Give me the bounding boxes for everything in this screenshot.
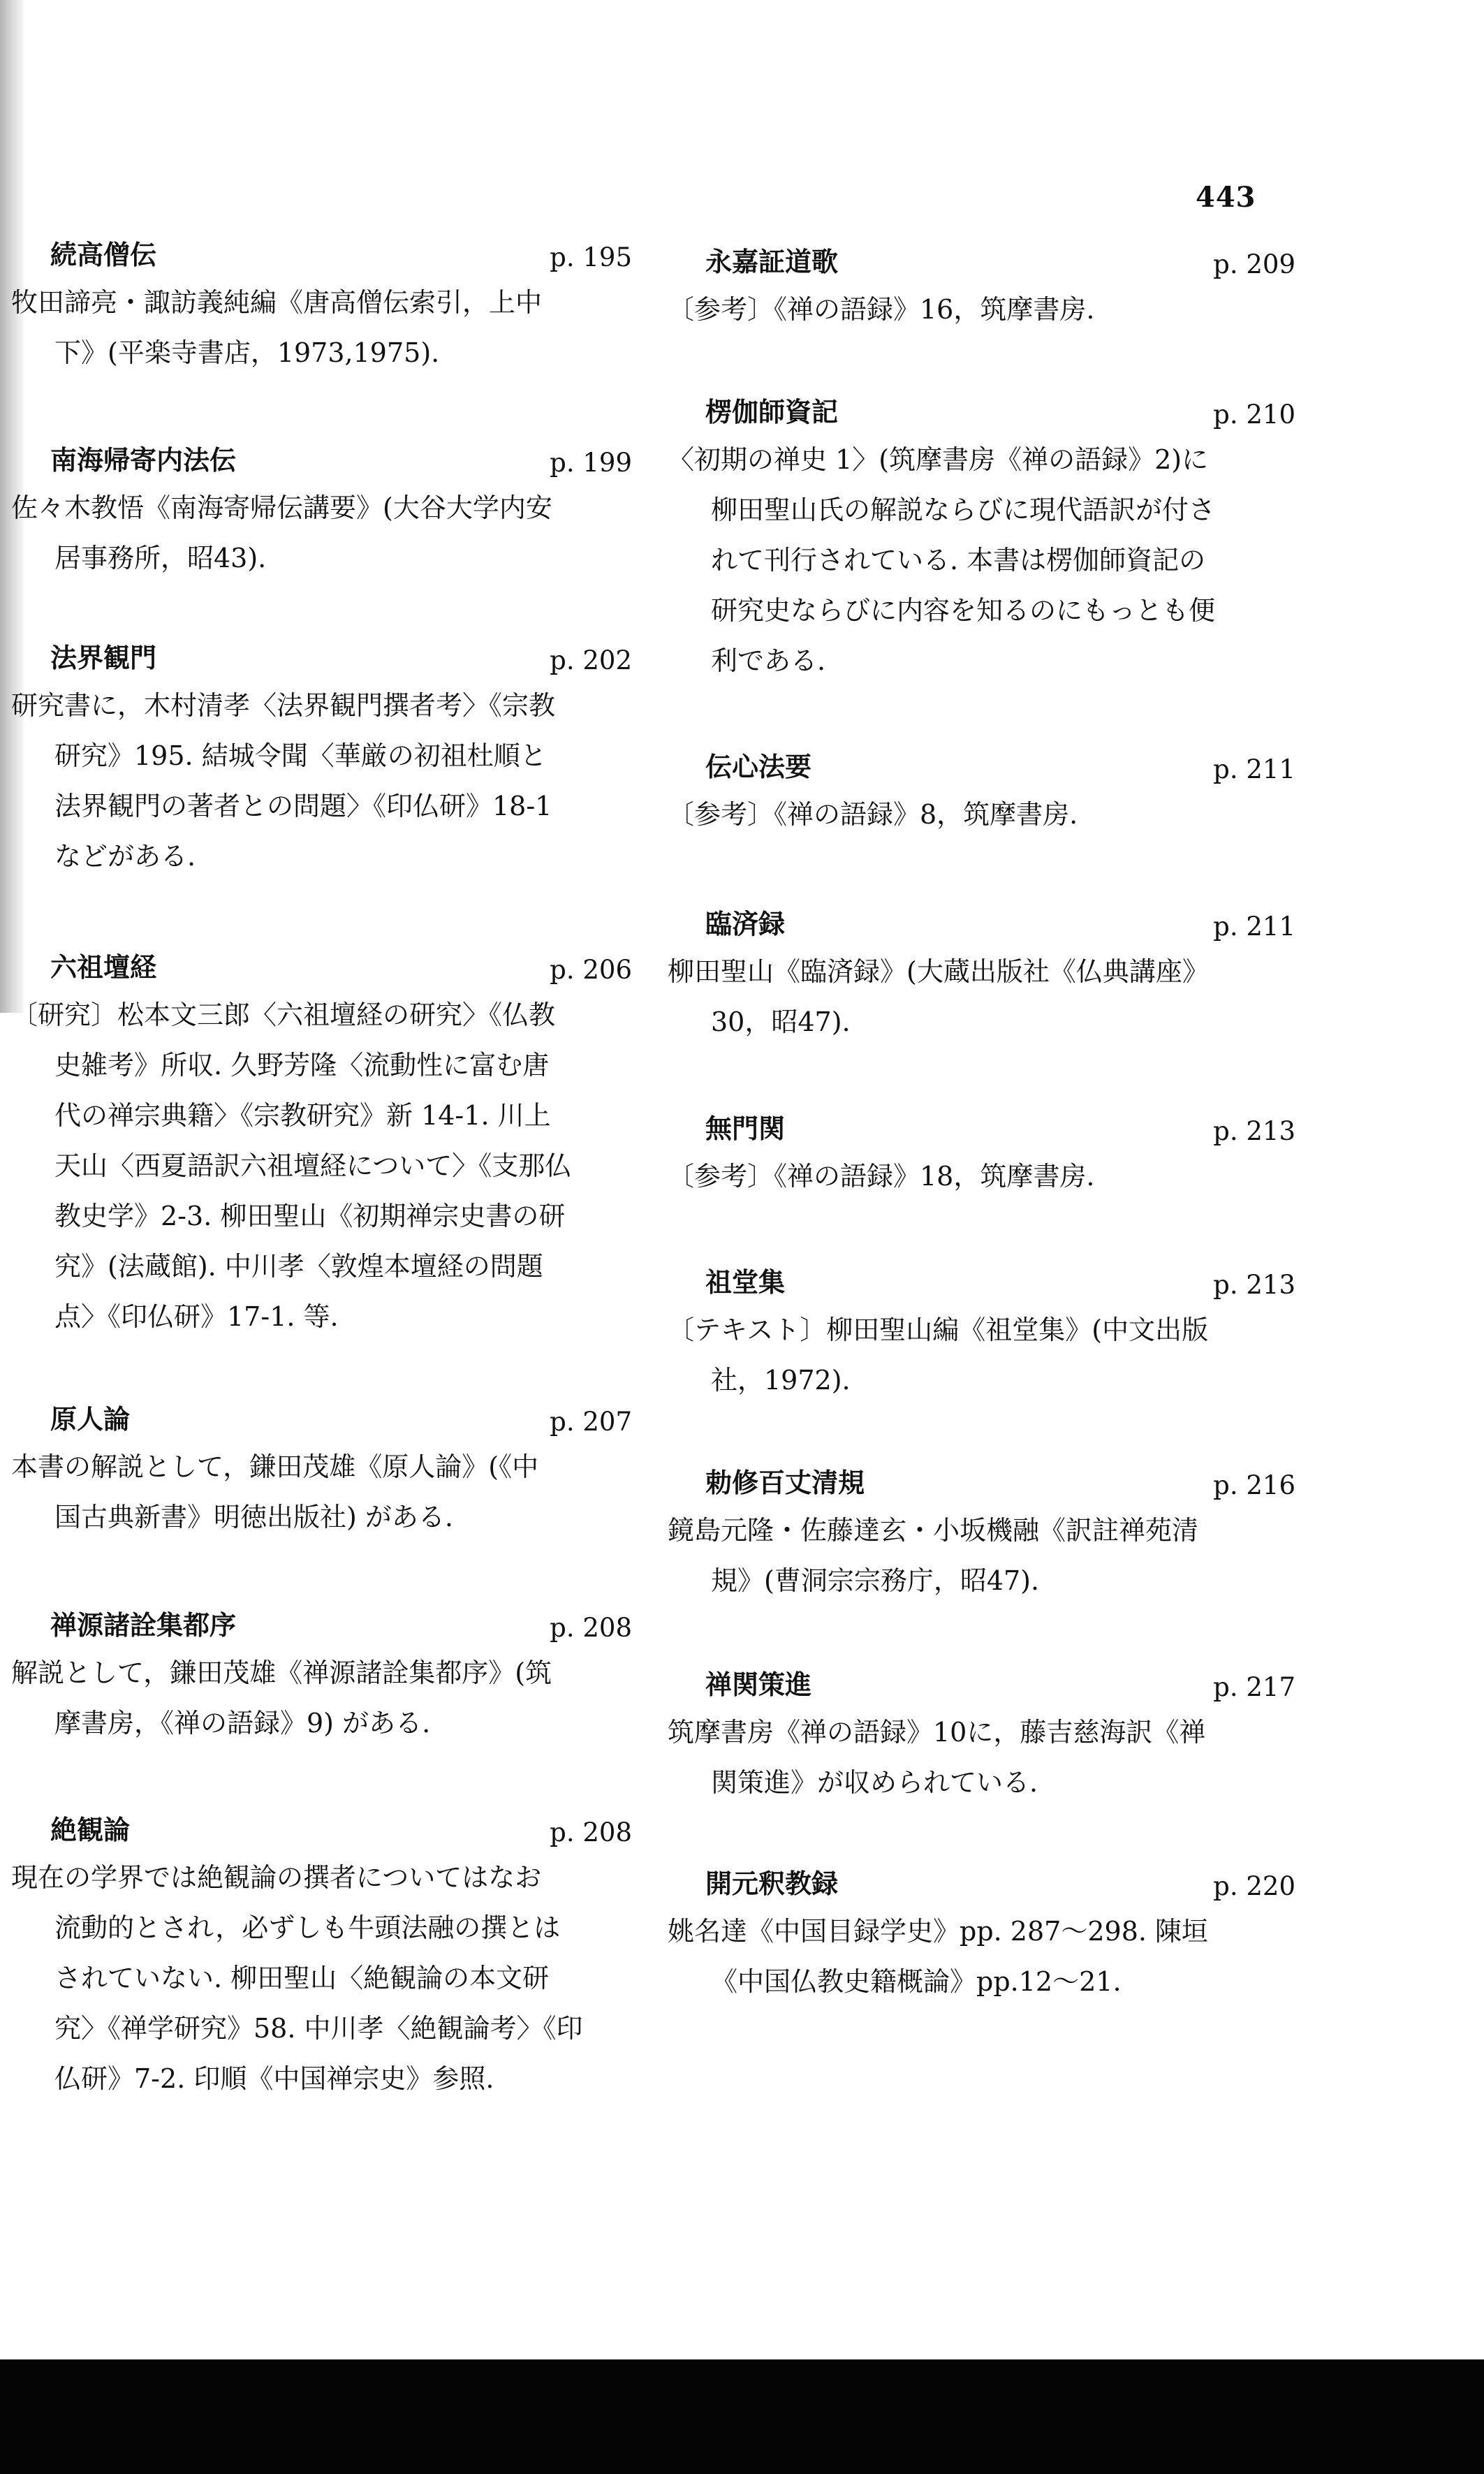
entry-title: 南海帰寄内法伝 <box>50 445 237 476</box>
entry-page-ref: p. 195 <box>550 242 632 272</box>
bibliography-entry <box>649 241 1295 335</box>
entry-title: 原人論 <box>50 1404 131 1435</box>
entry-text-line: 利である. <box>711 645 826 676</box>
entry-text-line: 〔参考〕《禅の語録》16，筑摩書房. <box>668 294 1095 325</box>
entry-heading <box>649 1462 1295 1505</box>
entry-text-line: 30，昭47). <box>711 1007 851 1037</box>
entry-page-ref: p. 211 <box>1213 754 1295 784</box>
entry-heading <box>0 439 646 483</box>
entry-page-ref: p. 210 <box>1213 400 1295 430</box>
entry-title: 続高僧伝 <box>50 240 157 270</box>
entry-text-line: 教史学》2-3. 柳田聖山《初期禅宗史書の研 <box>54 1201 566 1231</box>
entry-text-line: 究〉《禅学研究》58. 中川孝〈絶観論考〉《印 <box>54 2013 583 2044</box>
entry-title: 臨済録 <box>705 909 786 939</box>
entry-text-line: などがある. <box>54 841 196 872</box>
entry-text-line: 〔参考〕《禅の語録》8，筑摩書房. <box>668 799 1078 830</box>
entry-page-ref: p. 217 <box>1213 1672 1295 1702</box>
entry-text-line: 鏡島元隆・佐藤達玄・小坂機融《訳註禅苑清 <box>668 1515 1199 1546</box>
bibliography-entry <box>0 439 646 583</box>
entry-heading <box>649 746 1295 789</box>
bibliography-entry <box>649 1462 1295 1606</box>
entry-text-line: 解説として，鎌田茂雄《禅源諸詮集都序》(筑 <box>11 1657 552 1688</box>
entry-title: 伝心法要 <box>705 752 812 782</box>
entry-text-line: 〔研究〕松本文三郎〈六祖壇経の研究〉《仏教 <box>11 1000 556 1030</box>
entry-page-ref: p. 199 <box>550 448 632 478</box>
bibliography-entry <box>649 903 1295 1047</box>
entry-text-line: 史雑考》所収. 久野芳隆〈流動性に富む唐 <box>54 1050 550 1081</box>
entry-text-line: 佐々木教悟《南海寄帰伝講要》(大谷大学内安 <box>11 492 552 523</box>
bibliography-entry <box>649 746 1295 840</box>
entry-title: 永嘉証道歌 <box>705 247 839 277</box>
entry-text-line: 〈初期の禅史 1〉(筑摩書房《禅の語録》2)に <box>668 444 1209 475</box>
entry-heading <box>649 1863 1295 1906</box>
bibliography-entry <box>649 1108 1295 1201</box>
bibliography-entry <box>0 1604 646 1748</box>
bibliography-entry <box>649 1664 1295 1808</box>
entry-title: 無門関 <box>705 1113 786 1144</box>
entry-text-line: 現在の学界では絶観論の撰者についてはなお <box>11 1862 542 1893</box>
entry-heading <box>0 1809 646 1852</box>
entry-page-ref: p. 213 <box>1213 1116 1295 1146</box>
page-number: 443 <box>1196 181 1256 214</box>
entry-text-line: 国古典新書》明徳出版社) がある. <box>54 1502 453 1532</box>
bibliography-entry <box>0 234 646 378</box>
bibliography-entry <box>649 391 1295 686</box>
entry-text-line: 柳田聖山氏の解説ならびに現代語訳が付さ <box>711 495 1216 525</box>
entry-heading <box>0 234 646 277</box>
entry-text-line: 研究》195. 結城令聞〈華厳の初祖杜順と <box>54 740 547 771</box>
entry-text-line: 筑摩書房《禅の語録》10に，藤吉慈海訳《禅 <box>668 1717 1206 1748</box>
entry-text-line: 本書の解説として，鎌田茂雄《原人論》(《中 <box>11 1451 539 1482</box>
entry-heading <box>649 1108 1295 1151</box>
bibliography-entry <box>649 1863 1295 2007</box>
entry-text-line: 研究史ならびに内容を知るのにもっとも便 <box>711 595 1216 626</box>
entry-title: 祖堂集 <box>705 1267 786 1298</box>
entry-text-line: 社，1972). <box>711 1365 851 1396</box>
entry-text-line: 規》(曹洞宗宗務庁，昭47). <box>711 1565 1040 1596</box>
entry-page-ref: p. 216 <box>1213 1470 1295 1500</box>
entry-heading <box>649 1664 1295 1707</box>
entry-text-line: されていない. 柳田聖山〈絶観論の本文研 <box>54 1963 550 1993</box>
bibliography-entry <box>0 637 646 881</box>
entry-title: 楞伽師資記 <box>705 397 839 427</box>
entry-text-line: 柳田聖山《臨済録》(大蔵出版社《仏典講座》 <box>668 956 1209 987</box>
entry-page-ref: p. 207 <box>550 1407 632 1437</box>
bibliography-entry <box>0 1809 646 2104</box>
entry-text-line: 代の禅宗典籍〉《宗教研究》新 14-1. 川上 <box>54 1100 551 1131</box>
entry-page-ref: p. 209 <box>1213 249 1295 279</box>
entry-heading <box>649 241 1295 284</box>
entry-page-ref: p. 211 <box>1213 912 1295 942</box>
entry-title: 六祖壇経 <box>50 952 157 983</box>
bibliography-entry <box>649 1261 1295 1405</box>
entry-text-line: 法界観門の著者との問題〉《印仏研》18-1 <box>54 791 552 821</box>
bibliography-entry <box>0 1398 646 1542</box>
entry-text-line: 仏研》7-2. 印順《中国禅宗史》参照. <box>54 2063 494 2094</box>
entry-text-line: 研究書に，木村清孝〈法界観門撰者考〉《宗教 <box>11 690 556 721</box>
entry-text-line: れて刊行されている. 本書は楞伽師資記の <box>711 545 1206 576</box>
entry-heading <box>0 637 646 680</box>
entry-text-line: 摩書房，《禅の語録》9) がある. <box>54 1708 431 1739</box>
entry-text-line: 関策進》が収められている. <box>711 1767 1038 1798</box>
entry-page-ref: p. 206 <box>550 955 632 985</box>
entry-text-line: 〔テキスト〕柳田聖山編《祖堂集》(中文出版 <box>668 1315 1209 1345</box>
entry-text-line: 究》(法蔵館). 中川孝〈敦煌本壇経の問題 <box>54 1251 543 1282</box>
entry-text-line: 牧田諦亮・諏訪義純編《唐高僧伝索引，上中 <box>11 287 543 318</box>
entry-page-ref: p. 220 <box>1213 1871 1295 1901</box>
bibliography-entry <box>0 946 646 1342</box>
entry-page-ref: p. 208 <box>550 1613 632 1643</box>
entry-page-ref: p. 202 <box>550 645 632 675</box>
entry-page-ref: p. 213 <box>1213 1270 1295 1300</box>
entry-title: 絶観論 <box>50 1815 131 1845</box>
entry-heading <box>0 1604 646 1648</box>
entry-text-line: 姚名達《中国目録学史》pp. 287〜298. 陳垣 <box>668 1916 1209 1947</box>
entry-text-line: 下》(平楽寺書店，1973,1975). <box>54 337 440 368</box>
entry-text-line: 《中国仏教史籍概論》pp.12〜21. <box>711 1966 1122 1997</box>
entry-heading <box>649 1261 1295 1305</box>
entry-heading <box>649 903 1295 946</box>
entry-title: 開元釈教録 <box>705 1868 839 1899</box>
entry-text-line: 〔参考〕《禅の語録》18，筑摩書房. <box>668 1161 1095 1192</box>
entry-title: 禅関策進 <box>705 1669 812 1700</box>
scan-bottom-edge <box>0 2359 1484 2474</box>
entry-heading <box>649 391 1295 434</box>
entry-title: 勅修百丈清規 <box>705 1467 865 1498</box>
entry-title: 禅源諸詮集都序 <box>50 1610 237 1641</box>
entry-text-line: 居事務所，昭43). <box>54 543 267 573</box>
entry-title: 法界観門 <box>50 643 157 673</box>
entry-text-line: 点〉《印仏研》17-1. 等. <box>54 1301 339 1332</box>
entry-text-line: 天山〈西夏語訳六祖壇経について〉《支那仏 <box>54 1150 572 1181</box>
entry-page-ref: p. 208 <box>550 1817 632 1847</box>
entry-heading <box>0 946 646 990</box>
entry-text-line: 流動的とされ，必ずしも牛頭法融の撰とは <box>54 1912 561 1943</box>
entry-heading <box>0 1398 646 1442</box>
